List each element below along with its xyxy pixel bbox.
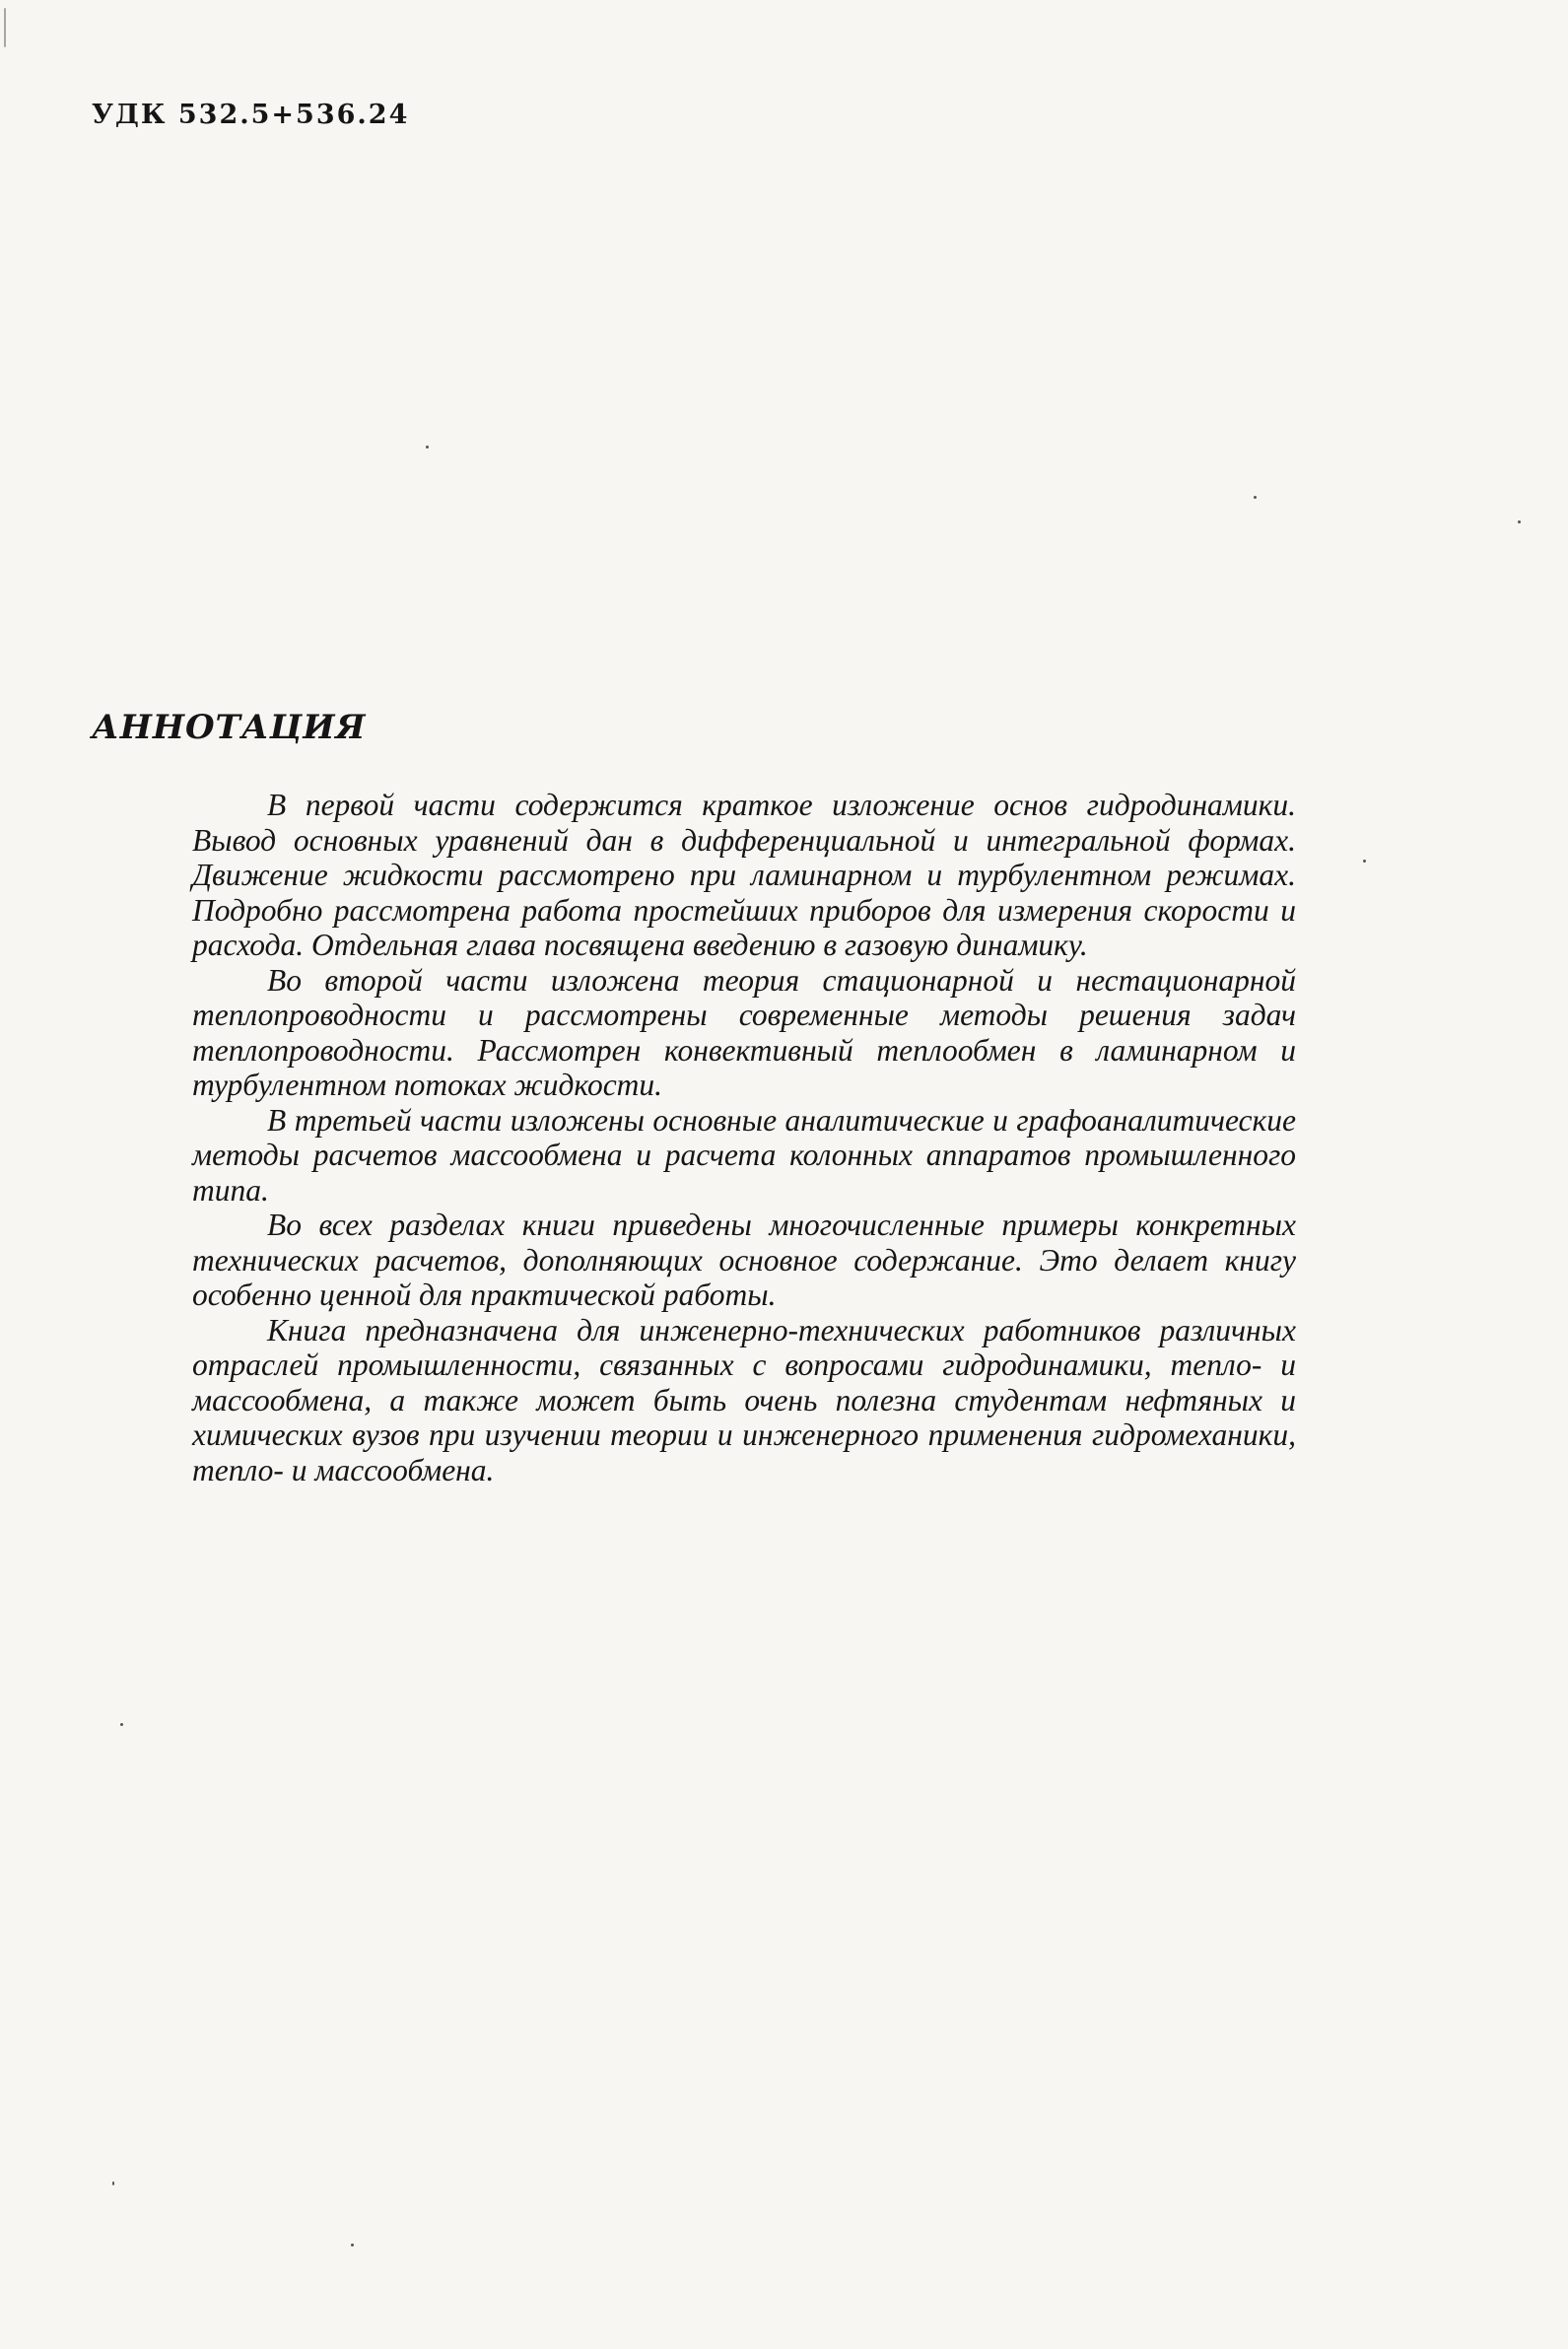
scan-speck [1363, 860, 1366, 863]
udk-classification: УДК 532.5+536.24 [92, 100, 410, 130]
scan-speck [120, 1723, 123, 1726]
paragraph-part-two: Во второй части изложена теория стационарной и нестационарной теплопроводности и рассмотрены современные методы решения задач теплопроводности. Рассмотрен конвективный теплообмен в ламинарном и турбулентном потоках жидкости. [192, 962, 1296, 1102]
annotation-heading: АННОТАЦИЯ [92, 708, 367, 747]
annotation-body [192, 788, 1296, 1487]
scan-speck [1518, 520, 1521, 523]
scan-speck [351, 2244, 354, 2246]
scan-speck [426, 446, 429, 449]
paragraph-examples: Во всех разделах книги приведены многочисленные примеры конкретных технических расчетов, дополняющих основное содержание. Это делает книгу особенно ценной для практической работы. [192, 1208, 1296, 1312]
scan-speck [4, 8, 6, 47]
paragraph-part-three: В третьей части изложены основные аналитические и графоаналитические методы расчетов массообмена и расчета колонных аппаратов промышленного типа. [192, 1102, 1296, 1208]
scan-speck [1254, 496, 1257, 499]
paragraph-part-one: В первой части содержится краткое изложение основ гидродинамики. Вывод основных уравнений дан в дифференциальной и интегральной формах. Движение жидкости рассмотрено при ламинарном и турбулентном режимах. Подробно рассмотрена работа простейших приборов для измерения скорости и расхода. Отдельная глава посвящена введению в газовую динамику. [192, 788, 1296, 962]
paragraph-audience: Книга предназначена для инженерно-технических работников различных отраслей промышленности, связанных с вопросами гидродинамики, тепло- и массообмена, а также может быть очень полезна студентам нефтяных и химических вузов при изучении теории и инженерного применения гидромеханики, тепло- и массообмена. [192, 1312, 1296, 1487]
scan-speck [112, 2181, 114, 2185]
